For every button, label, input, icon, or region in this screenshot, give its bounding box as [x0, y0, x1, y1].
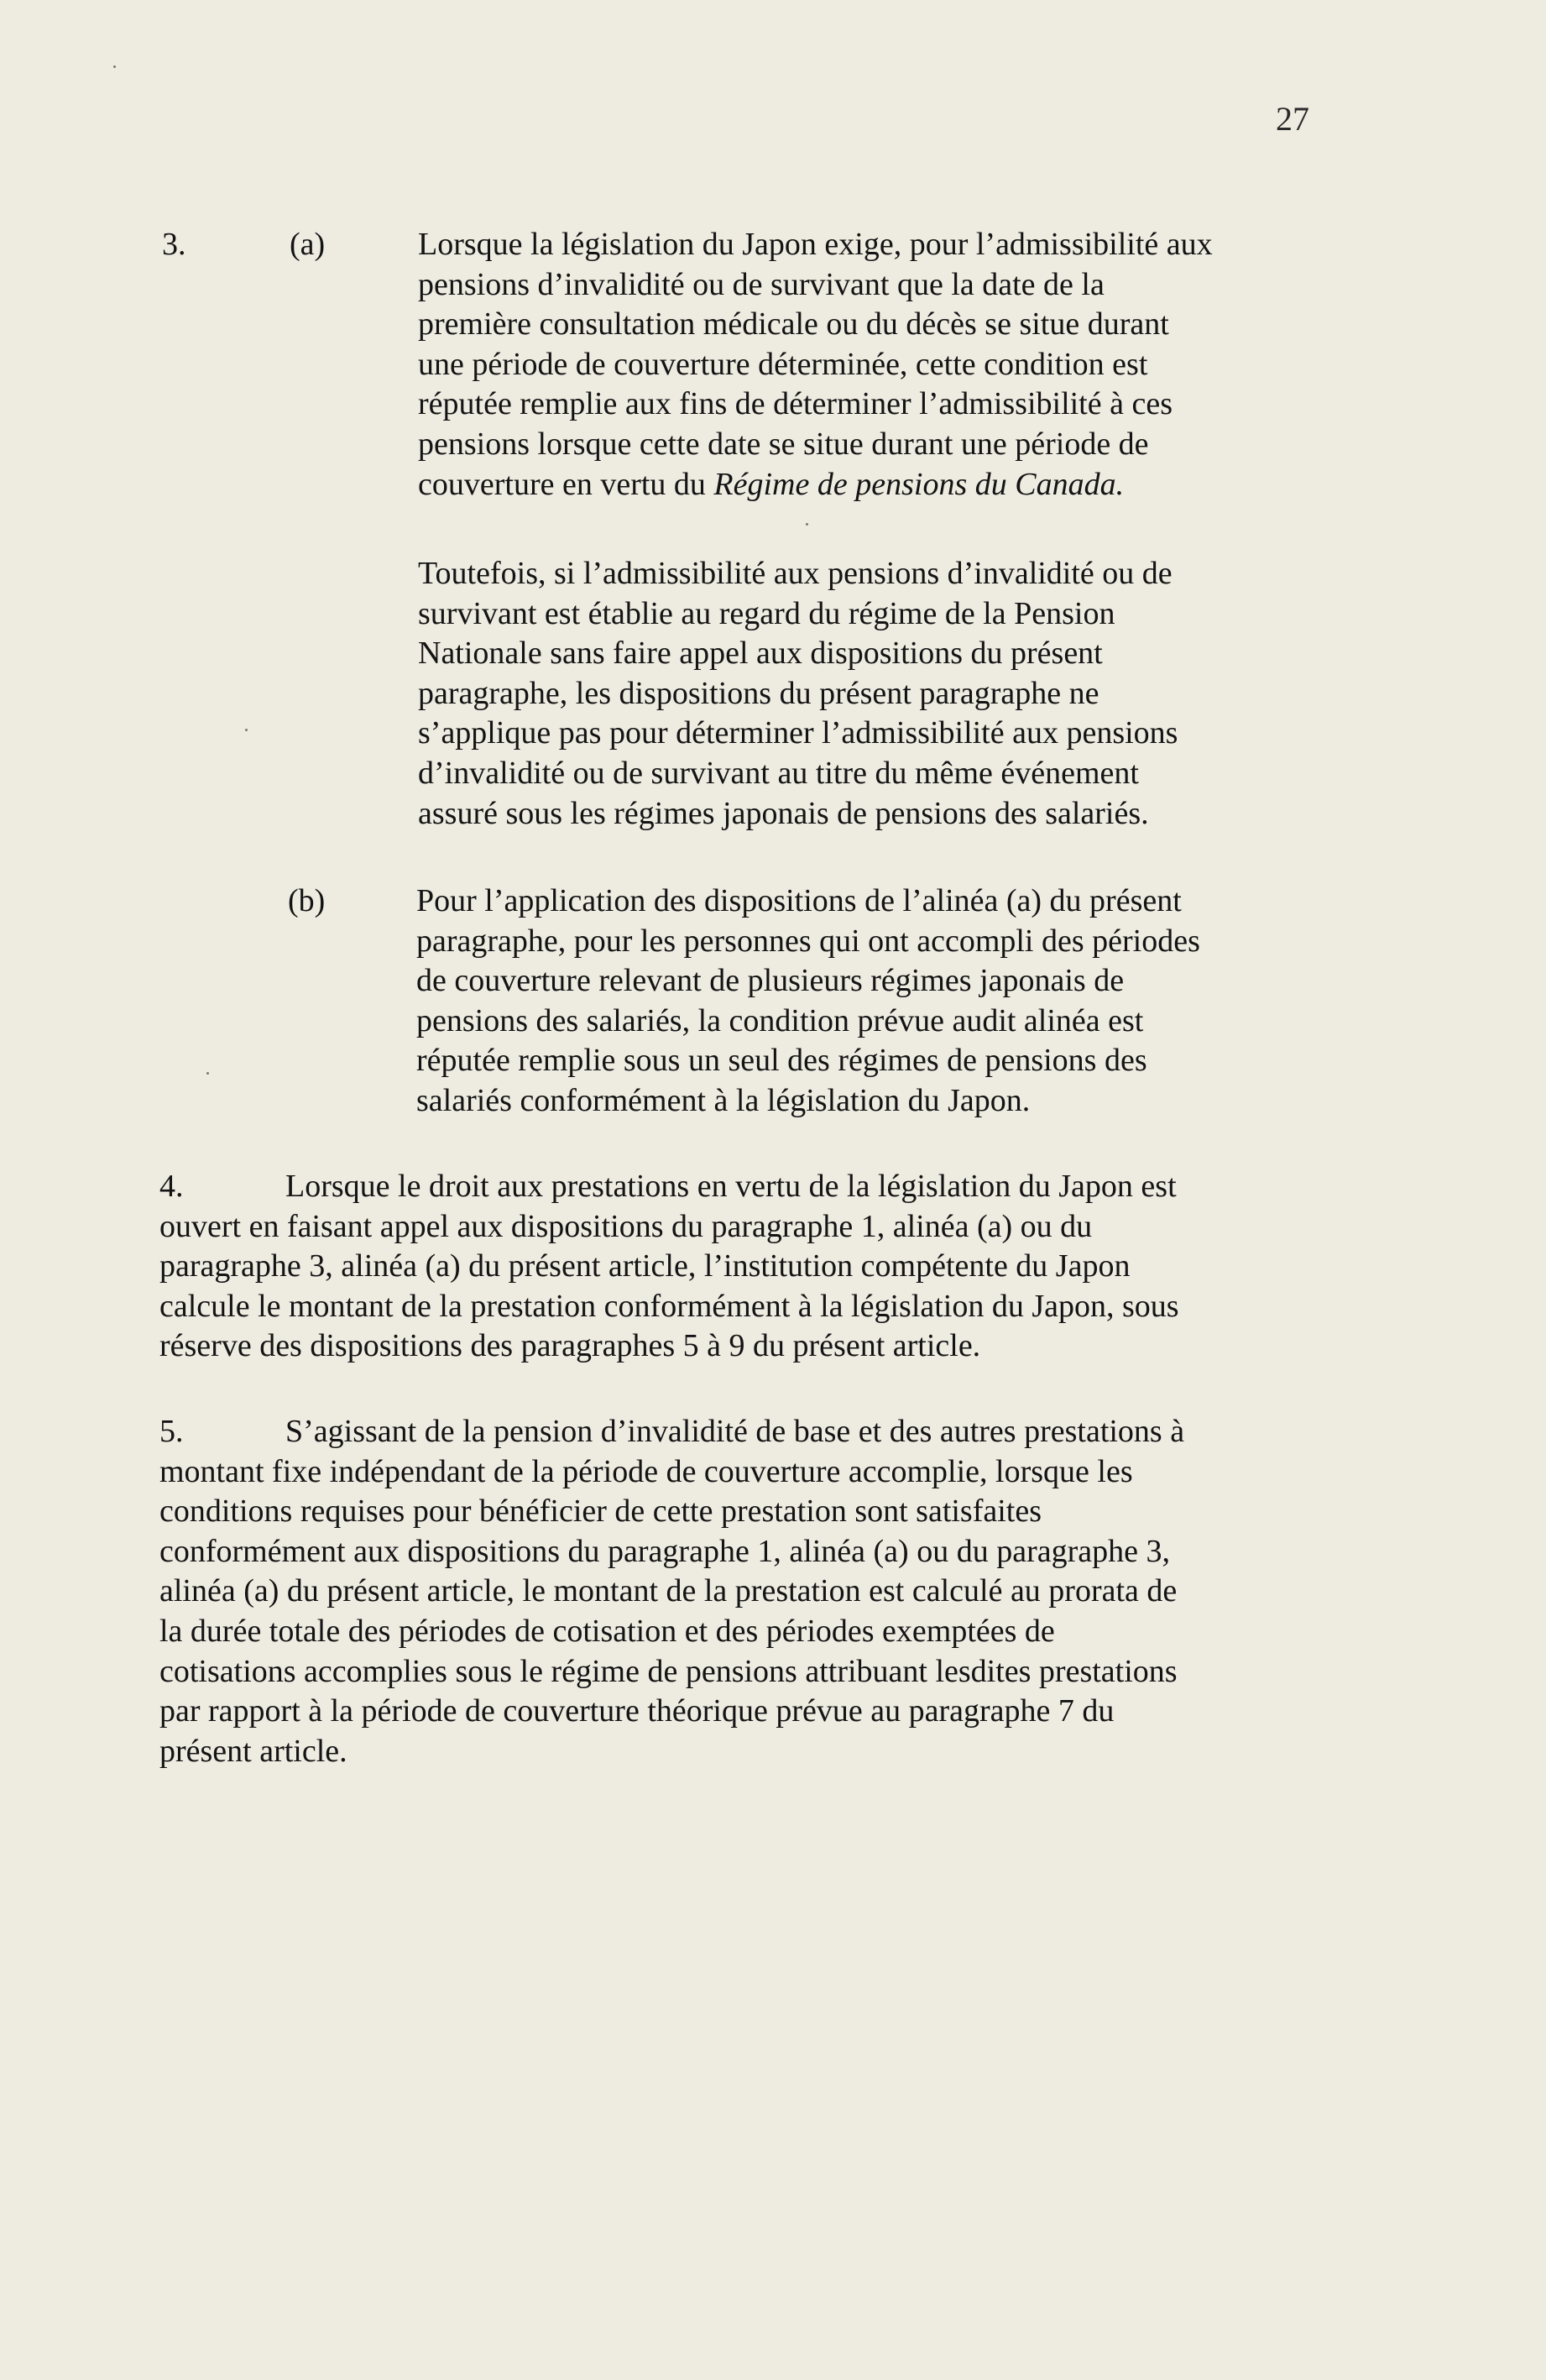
para3-sub-b-line: réputée remplie sous un seul des régimes de pensions des: [416, 1043, 1147, 1079]
para5-text: [159, 1452, 1178, 1772]
para4-line: calcule le montant de la prestation conformément à la législation du Japon, sous: [159, 1288, 1179, 1324]
para3-sub-a-line: [418, 465, 1213, 505]
para3-sub-a-second-paragraph: [418, 554, 1178, 834]
para3-sub-a-second-line: survivant est établie au regard du régime de la Pension: [418, 595, 1115, 631]
para5-line: S’agissant de la pension d’invalidité de base et des autres prestations à: [285, 1414, 1185, 1449]
para3-sub-a-line: réputée remplie aux fins de déterminer l’admissibilité à ces: [418, 386, 1173, 422]
para3-sub-b-line: pensions des salariés, la condition prévue audit alinéa est: [416, 1002, 1144, 1038]
para3-sub-a-second-line: d’invalidité ou de survivant au titre du même événement: [418, 755, 1139, 791]
para4-text: [159, 1207, 1179, 1367]
para3-sub-a-second-line: Nationale sans faire appel aux dispositions du présent: [418, 636, 1103, 672]
para3-sub-a-text: [418, 225, 1213, 505]
para3-sub-a-line: une période de couverture déterminée, cette condition est: [418, 346, 1148, 382]
para4-line: réserve des dispositions des paragraphes 5 à 9 du présent article.: [159, 1328, 981, 1364]
para3-sub-a-line: Lorsque la législation du Japon exige, pour l’admissibilité aux: [418, 227, 1213, 262]
para3-sub-a-line: pensions d’invalidité ou de survivant que la date de la: [418, 266, 1105, 302]
para5-line: conformément aux dispositions du paragraphe 1, alinéa (a) ou du paragraphe 3,: [159, 1533, 1170, 1569]
para3-sub-a-line: première consultation médicale ou du décès se situe durant: [418, 306, 1169, 343]
para5-line: alinéa (a) du présent article, le montant de la prestation est calculé au prorata de: [159, 1573, 1178, 1609]
para3-sub-a-second-line: Toutefois, si l’admissibilité aux pensions d’invalidité ou de: [418, 556, 1173, 591]
regime-title-italic: Régime de pensions du Canada.: [713, 466, 1125, 502]
para3-sub-a-second-line: assuré sous les régimes japonais de pensions des salariés.: [418, 795, 1149, 831]
para5-line: conditions requises pour bénéficier de cette prestation sont satisfaites: [159, 1493, 1042, 1530]
page-number: 27: [1276, 100, 1309, 138]
para3-sub-b-line: paragraphe, pour les personnes qui ont accompli des périodes: [416, 923, 1200, 959]
para4-number: 4.: [159, 1169, 184, 1204]
para3-number: 3.: [162, 227, 186, 262]
para3-sub-a-second-line: s’applique pas pour déterminer l’admissibilité aux pensions: [418, 715, 1178, 751]
para3-sub-a-line: pensions lorsque cette date se situe durant une période de: [418, 426, 1149, 462]
para3-sub-b-line: salariés conformément à la législation du Japon.: [416, 1082, 1031, 1118]
para4-line: paragraphe 3, alinéa (a) du présent article, l’institution compétente du Japon: [159, 1248, 1131, 1284]
para4-line: ouvert en faisant appel aux dispositions du paragraphe 1, alinéa (a) ou du: [159, 1208, 1093, 1244]
para5-line: montant fixe indépendant de la période de couverture accomplie, lorsque les: [159, 1453, 1133, 1489]
para3-sub-b-label: (b): [288, 883, 326, 918]
para5-line: par rapport à la période de couverture théorique prévue au paragraphe 7 du: [159, 1693, 1115, 1729]
para3-sub-a-label: (a): [290, 227, 326, 262]
para3-sub-b-line: de couverture relevant de plusieurs régimes japonais de: [416, 963, 1125, 999]
para5-number: 5.: [159, 1414, 184, 1449]
para3-sub-a-line-prefix: couverture en vertu du: [418, 466, 714, 502]
para5-line: présent article.: [159, 1733, 347, 1769]
para3-sub-b-line: Pour l’application des dispositions de l’alinéa (a) du présent: [416, 883, 1182, 918]
para5-line: cotisations accomplies sous le régime de pensions attribuant lesdites prestations: [159, 1653, 1178, 1689]
para5-line: la durée totale des périodes de cotisation et des périodes exemptées de: [159, 1613, 1055, 1649]
para5-first-line: [285, 1412, 1184, 1452]
para3-sub-a-second-line: paragraphe, les dispositions du présent paragraphe ne: [418, 675, 1099, 711]
para4-line: Lorsque le droit aux prestations en vertu de la législation du Japon est: [285, 1169, 1177, 1204]
para4-first-line: [285, 1167, 1177, 1207]
para3-sub-b-text: [416, 881, 1200, 1122]
